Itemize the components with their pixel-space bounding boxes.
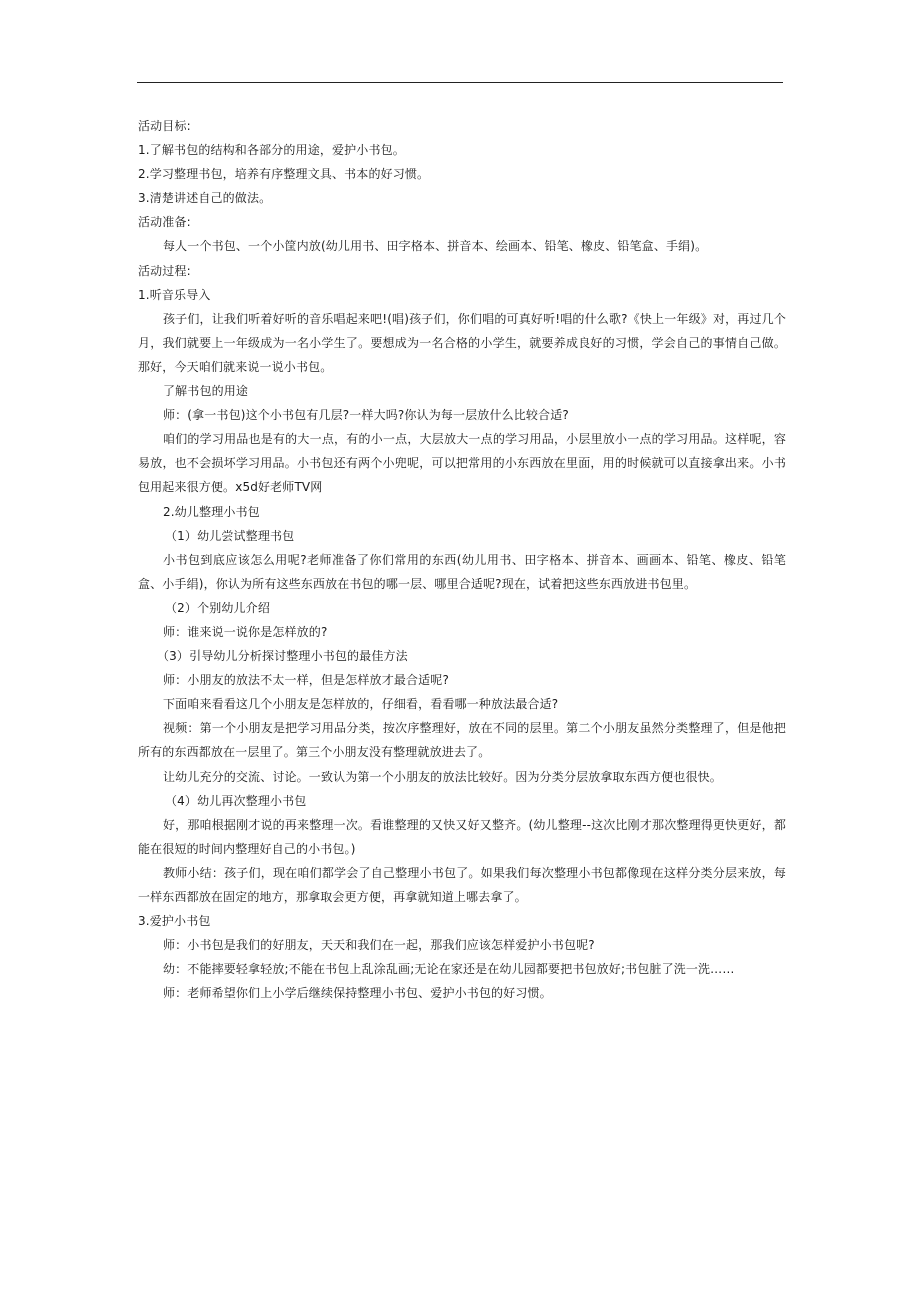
section-heading-process: 活动过程: (138, 263, 191, 278)
section-heading-preparation: 活动准备: (138, 215, 191, 230)
step-heading-3: 3.爱护小书包 (138, 914, 211, 929)
paragraph-teacher-question: 师：(拿一书包)这个小书包有几层?一样大吗?你认为每一层放什么比较合适? (163, 408, 569, 423)
paragraph-teacher-summary: 教师小结：孩子们，现在咱们都学会了自己整理小书包了。如果我们每次整理小书包都像现在这样分类分层来放，每一样东西都放在固定的地方，那拿取会更方便，再拿就知道上哪去拿了。 (138, 865, 786, 904)
paragraph-try-packing: 小书包到底应该怎么用呢?老师准备了你们常用的东西(幼儿用书、田字格本、拼音本、画画本、铅笔、橡皮、铅笔盒、小手绢)，你认为所有这些东西放在书包的哪一层、哪里合适呢?现在，试着把这些东西放进书包里。 (138, 552, 786, 591)
goal-item-2: 2.学习整理书包，培养有序整理文具、书本的好习惯。 (138, 167, 430, 182)
preparation-paragraph: 每人一个书包、一个小筐内放(幼儿用书、田字格本、拼音本、绘画本、铅笔、橡皮、铅笔盒、手绢)。 (163, 239, 708, 254)
header-rule (137, 82, 783, 83)
step-heading-2: 2.幼儿整理小书包 (163, 504, 260, 519)
paragraph-watch-video: 下面咱来看看这几个小朋友是怎样放的，仔细看，看看哪一种放法最合适? (163, 697, 559, 712)
paragraph-best-method-question: 师：小朋友的放法不太一样，但是怎样放才最合适呢? (163, 673, 449, 688)
substep-heading-4: （4）幼儿再次整理小书包 (165, 793, 307, 808)
step-heading-1: 1.听音乐导入 (138, 287, 211, 302)
paragraph-repack: 好，那咱根据刚才说的再来整理一次。看谁整理的又快又好又整齐。(幼儿整理--这次比刚才那次整理得更快更好，都能在很短的时间内整理好自己的小书包。) (138, 817, 786, 856)
goal-item-3: 3.清楚讲述自己的做法。 (138, 191, 272, 206)
substep-heading-1: （1）幼儿尝试整理书包 (165, 528, 295, 543)
paragraph-intro-music: 孩子们，让我们听着好听的音乐唱起来吧!(唱)孩子们，你们唱的可真好听!唱的什么歌?《快上一年级》对，再过几个月，我们就要上一年级成为一名小学生了。要想成为一名合格的小学生，就要养成良好的习惯，学会自己的事情自己做。那好，今天咱们就来说一说小书包。 (138, 311, 786, 374)
paragraph-who-explains: 师：谁来说一说你是怎样放的? (163, 624, 328, 639)
substep-heading-2: （2）个别幼儿介绍 (165, 600, 270, 615)
goal-item-1: 1.了解书包的结构和各部分的用途，爱护小书包。 (138, 143, 405, 158)
document-body (138, 114, 786, 1005)
subheading-bag-usage: 了解书包的用途 (163, 384, 249, 399)
paragraph-teacher-hope: 师：老师希望你们上小学后继续保持整理小书包、爱护小书包的好习惯。 (163, 986, 552, 1001)
paragraph-bag-explanation: 咱们的学习用品也是有的大一点，有的小一点，大层放大一点的学习用品，小层里放小一点的学习用品。这样呢，容易放，也不会损坏学习用品。小书包还有两个小兜呢，可以把常用的小东西放在里面，用的时候就可以直接拿出来。小书包用起来很方便。x5d好老师TV网 (138, 432, 786, 495)
section-heading-goals: 活动目标: (138, 119, 191, 133)
paragraph-care-question: 师：小书包是我们的好朋友，天天和我们在一起，那我们应该怎样爱护小书包呢? (163, 938, 595, 953)
paragraph-video-description: 视频：第一个小朋友是把学习用品分类，按次序整理好，放在不同的层里。第二个小朋友虽然分类整理了，但是他把所有的东西都放在一层里了。第三个小朋友没有整理就放进去了。 (138, 721, 786, 760)
paragraph-children-answers: 幼：不能摔要轻拿轻放;不能在书包上乱涂乱画;无论在家还是在幼儿园都要把书包放好;书包脏了洗一洗…… (163, 962, 735, 977)
paragraph-discussion: 让幼儿充分的交流、讨论。一致认为第一个小朋友的放法比较好。因为分类分层放拿取东西方便也很快。 (163, 769, 722, 784)
substep-heading-3: （3）引导幼儿分析探讨整理小书包的最佳方法 (157, 649, 408, 664)
